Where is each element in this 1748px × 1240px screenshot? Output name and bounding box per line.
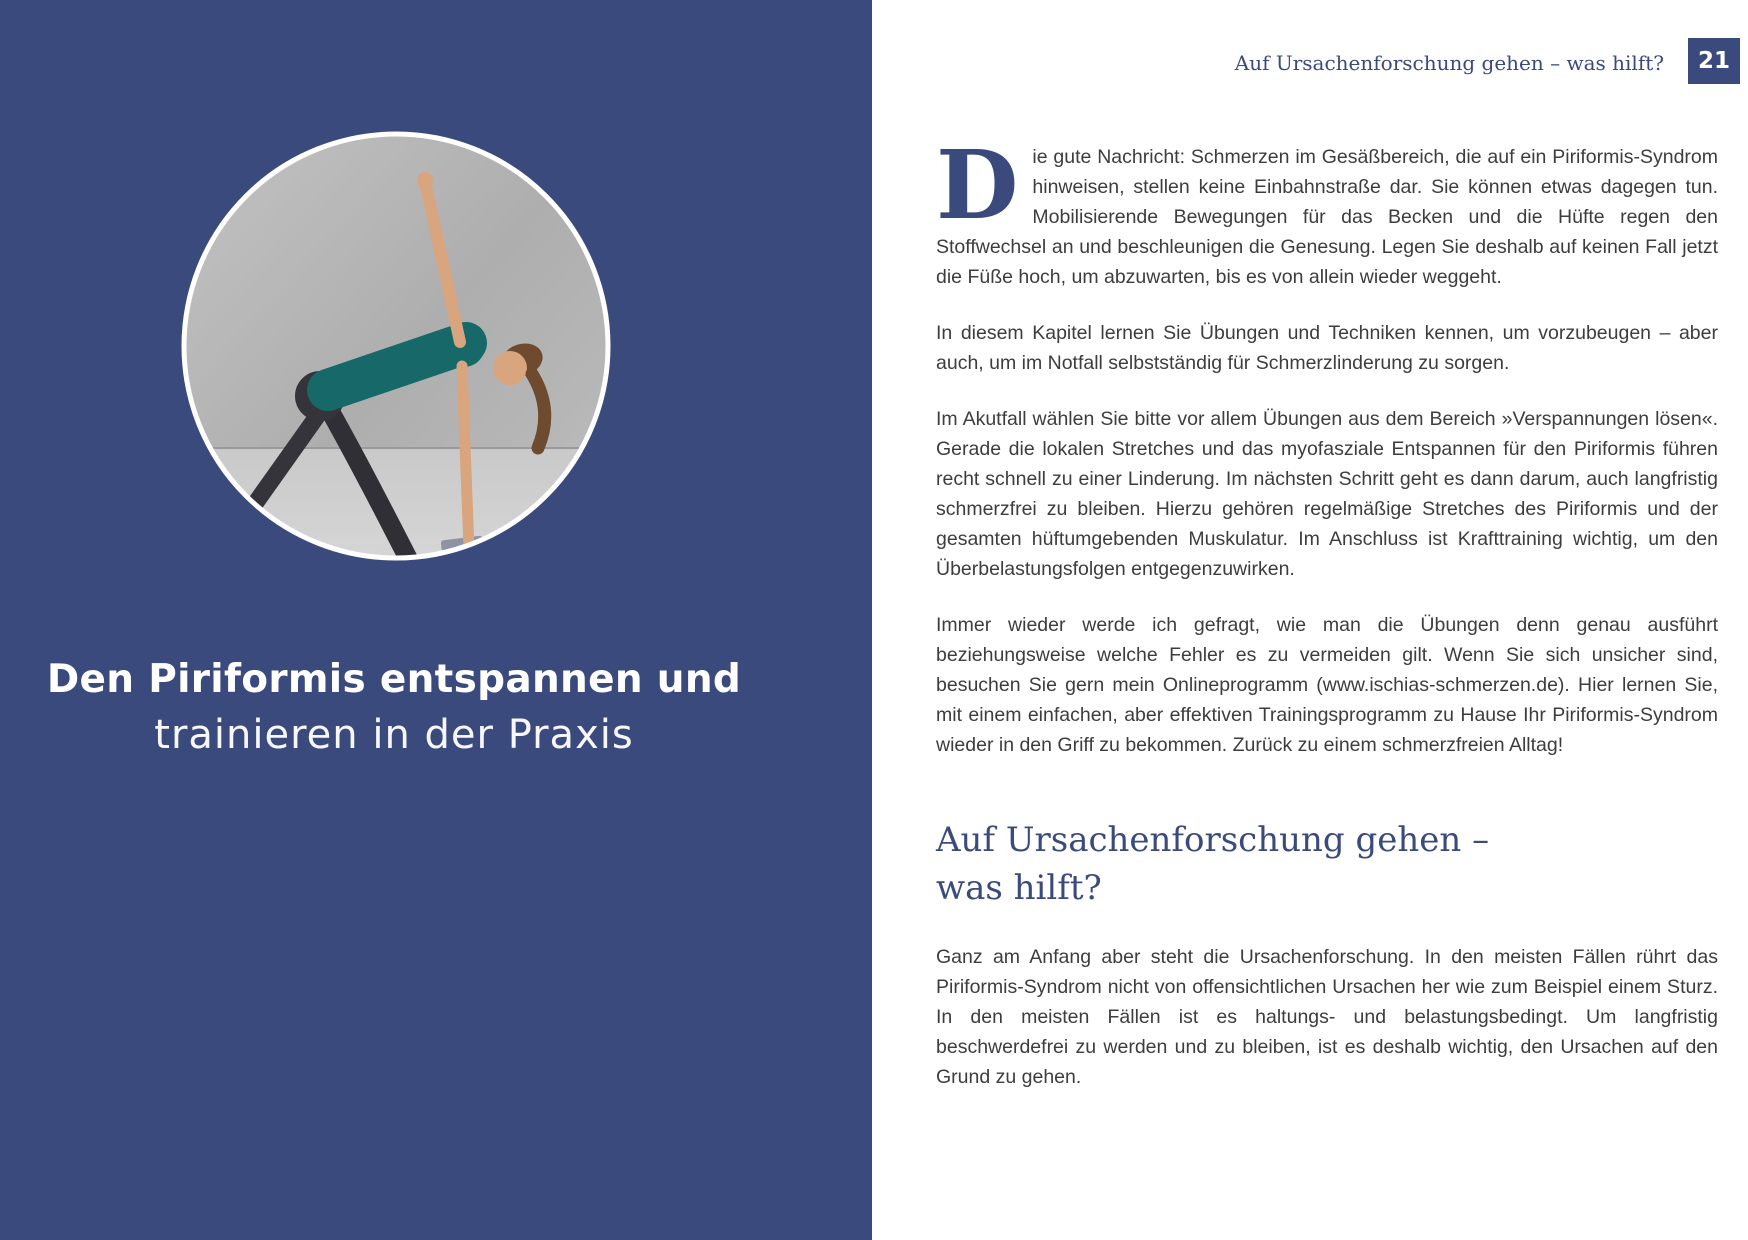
yoga-figure-illustration xyxy=(180,130,612,562)
section-heading-line1: Auf Ursachenforschung gehen – xyxy=(936,820,1490,860)
section-heading-line2: was hilft? xyxy=(936,868,1102,908)
figure-head xyxy=(493,351,527,385)
chapter-title-line2: trainieren in der Praxis xyxy=(154,712,634,758)
paragraph-intro-text: ie gute Nachricht: Schmerzen im Gesäßbereich, die auf ein Piriformis-Syndrom hinweisen, stellen keine Einbahnstraße dar. Sie können etwas dagegen tun. Mobilisierende Bewegungen für das Becken und die Hüfte regen den Stoffwechsel an und beschleunigen die Genesung. Legen Sie deshalb auf keinen Fall jetzt die Füße hoch, um abzuwarten, bis es von allein wieder weggeht. xyxy=(936,146,1718,288)
paragraph: Immer wieder werde ich gefragt, wie man die Übungen denn genau ausführt beziehungsweise welche Fehler es zu vermeiden gilt. Wenn Sie sich unsicher sind, besuchen Sie gern mein Onlineprogramm (www.ischias-schmerzen.de). Hier lernen Sie, mit einem einfachen, aber effektiven Trainingsprogramm zu Hause Ihr Piriformis-Syndrom wieder in den Griff zu bekommen. Zurück zu einem schmerzfreien Alltag! xyxy=(936,614,1718,756)
right-page xyxy=(872,0,1748,1240)
running-head: Auf Ursachenforschung gehen – was hilft? xyxy=(1234,51,1664,75)
chapter-title-line1: Den Piriformis entspannen und xyxy=(46,657,742,702)
yoga-pose-photo xyxy=(180,130,612,562)
drop-cap: D xyxy=(936,130,1019,241)
figure-lower-arm xyxy=(462,366,469,550)
page-number-badge: 21 xyxy=(1688,38,1740,84)
paragraph: In diesem Kapitel lernen Sie Übungen und Techniken kennen, um vorzubeugen – aber auch, um im Notfall selbstständig für Schmerzlinderung zu sorgen. xyxy=(936,322,1718,374)
section-heading xyxy=(936,816,1718,912)
paragraph-closing: Ganz am Anfang aber steht die Ursachenforschung. In den meisten Fällen rührt das Piriformis-Syndrom nicht von offensichtlichen Ursachen her wie zum Beispiel einem Sturz. In den meisten Fällen ist es haltungs- und belastungsbedingt. Um langfristig beschwerdefrei zu werden und zu bleiben, ist es deshalb wichtig, den Ursachen auf den Grund zu gehen. xyxy=(936,946,1718,1088)
chapter-title xyxy=(0,652,788,762)
article xyxy=(936,130,1718,1118)
paragraph: Im Akutfall wählen Sie bitte vor allem Übungen aus dem Bereich »Verspannungen lösen«. Gerade die lokalen Stretches und das myofasziale Entspannen für den Piriformis führen recht schnell zu einer Linderung. Im nächsten Schritt geht es dann darum, auch langfristig schmerzfrei zu bleiben. Hierzu gehören regelmäßige Stretches des Piriformis und der gesamten hüftumgebenden Muskulatur. Im Anschluss ist Krafttraining wichtig, um den Überbelastungsfolgen entgegenzuwirken. xyxy=(936,408,1718,580)
left-page xyxy=(0,0,872,1240)
paragraph-intro xyxy=(936,130,1718,292)
